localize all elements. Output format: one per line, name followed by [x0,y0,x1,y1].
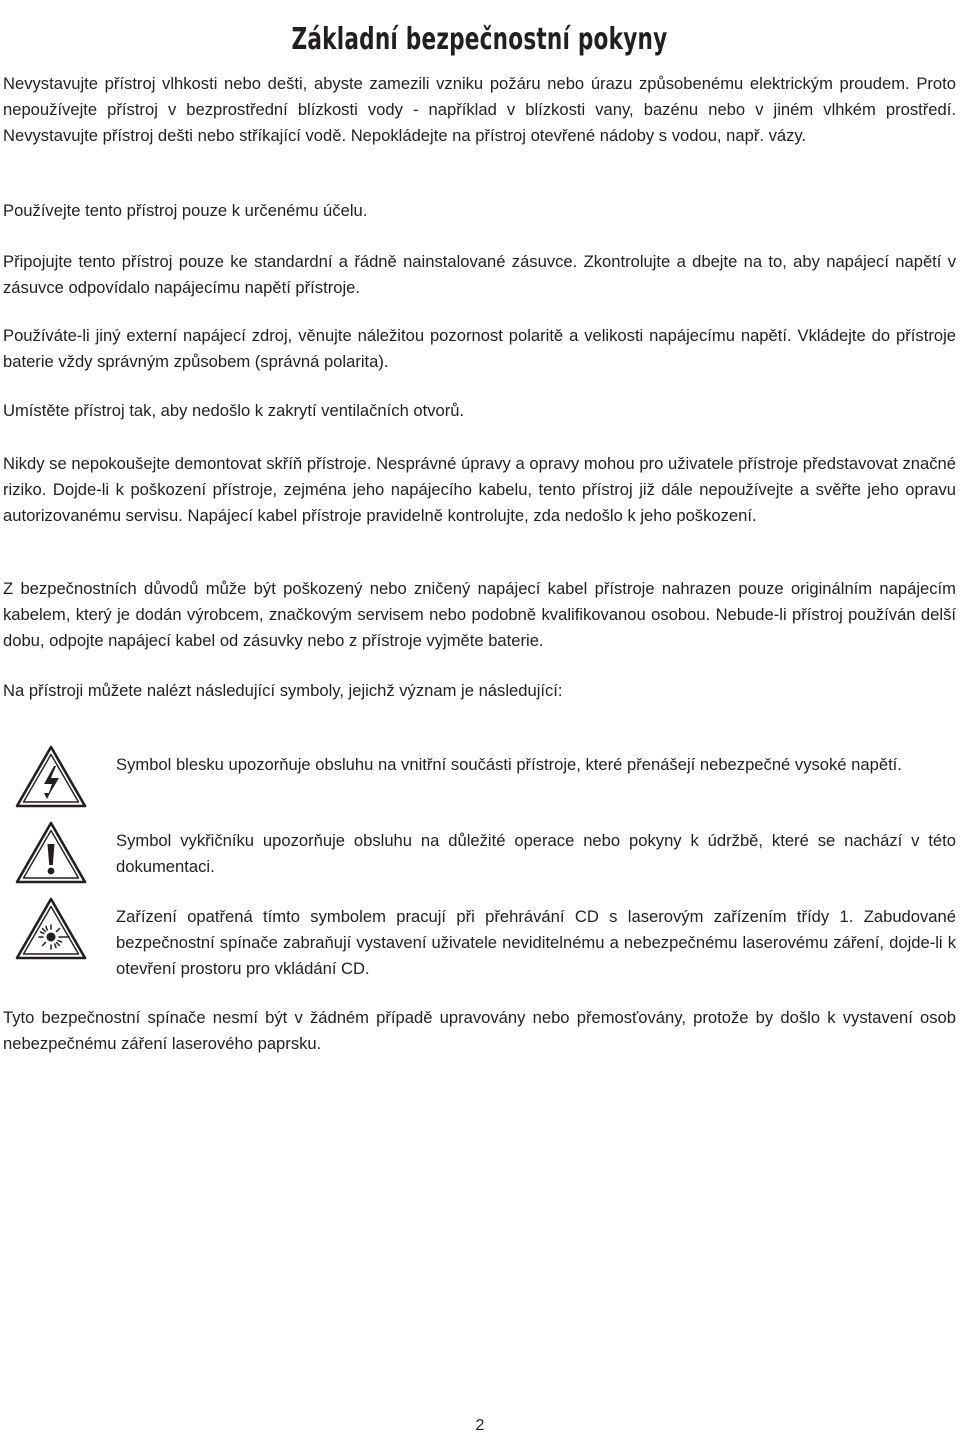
paragraph-moisture-warning: Nevystavujte přístroj vlhkosti nebo dešti, abyste zamezili vzniku požáru nebo úrazu způsobenému elektrickým proudem. Proto nepoužívejte přístroj v bezprostřední blízkosti vody - například v blízkosti vany, bazénu nebo v jiném vlhkém prostředí. Nevystavujte přístroj dešti nebo stříkající vodě. Nepokládejte na přístroj otevřené nádoby s vodou, např. vázy. [3,74,956,146]
paragraph-power-cable: Z bezpečnostních důvodů může být poškozený nebo zničený napájecí kabel přístroje nahrazen pouze originálním napájecím kabelem, který je dodán výrobcem, značkovým servisem nebo podobně kvalifikovanou osobou. Nebude-li přístroj používán delší dobu, odpojte napájecí kabel od zásuvky nebo z přístroje vyjměte baterie. [3,579,956,651]
symbol-description: Symbol vykřičníku upozorňuje obsluhu na důležité operace nebo pokyny k údržbě, které se nachází v této dokumentaci. [116,831,956,877]
lightning-warning-icon [14,744,88,810]
symbol-description: Zařízení opatřená tímto symbolem pracují při přehrávání CD s laserovým zařízením třídy 1. Zabudované bezpečnostní spínače zabraňují vystavení uživatele neviditelnému a nebezpečnému laserovému záření, dojde-li k otevření prostoru pro vkládání CD. [116,907,956,979]
exclamation-warning-icon [14,820,88,886]
paragraph-socket-connection: Připojujte tento přístroj pouze ke standardní a řádně nainstalované zásuvce. Zkontrolujte a dbejte na to, aby napájecí napětí v zásuvce odpovídalo napájecímu napětí přístroje. [3,252,956,298]
paragraph-intended-use: Používejte tento přístroj pouze k určenému účelu. [3,201,368,220]
page-number: 2 [475,1417,485,1434]
laser-warning-icon [14,896,88,962]
page-title: Základní bezpečnostní pokyny [291,22,668,58]
paragraph-ventilation: Umístěte přístroj tak, aby nedošlo k zakrytí ventilačních otvorů. [3,401,465,420]
paragraph-safety-switches: Tyto bezpečnostní spínače nesmí být v žádném případě upravovány nebo přemosťovány, protože by došlo k vystavení osob nebezpečnému záření laserového paprsku. [3,1008,956,1054]
paragraph-external-power: Používáte-li jiný externí napájecí zdroj, věnujte náležitou pozornost polaritě a velikosti napájecímu napětí. Vkládejte do přístroje baterie vždy správným způsobem (správná polarita). [3,326,956,372]
paragraph-symbols-intro: Na přístroji můžete nalézt následující symboly, jejichž význam je následující: [3,681,563,700]
symbol-description: Symbol blesku upozorňuje obsluhu na vnitřní součásti přístroje, které přenášejí nebezpečné vysoké napětí. [116,755,902,774]
paragraph-disassembly: Nikdy se nepokoušejte demontovat skříň přístroje. Nesprávné úpravy a opravy mohou pro uživatele přístroje představovat značné riziko. Dojde-li k poškození přístroje, zejména jeho napájecího kabelu, tento přístroj již dále nepoužívejte a svěřte jeho opravu autorizovanému servisu. Napájecí kabel přístroje pravidelně kontrolujte, zda nedošlo k jeho poškození. [3,454,956,526]
